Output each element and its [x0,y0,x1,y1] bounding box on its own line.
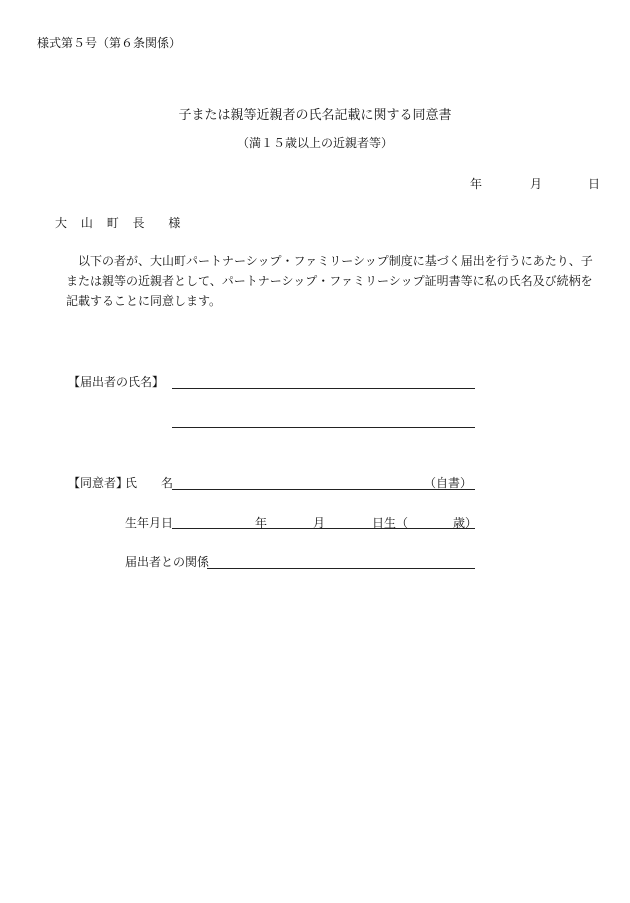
addressee [55,214,180,231]
document-subtitle: （満１５歳以上の近親者等） [236,136,393,150]
addressee-honorific: 様 [168,216,181,230]
applicant-name-label: 【届出者の氏名】 [68,375,165,389]
birth-month-label: 月 [313,516,326,530]
date-day-label: 日 [588,177,601,191]
document-title: 子または親等近親者の氏名記載に関する同意書 [178,108,452,123]
consent-statement: 以下の者が、大山町パートナーシップ・ファミリーシップ制度に基づく届出を行うにあたり、子または親等の近親者として、パートナーシップ・ファミリーシップ証明書等に私の氏名及び続柄を記載することに同意します。 [66,254,593,308]
age-label: 歳） [453,516,478,530]
self-written-note: （自書） [424,476,473,490]
addressee-char: 山 [80,216,93,230]
addressee-char: 長 [132,216,145,230]
applicant-name-field-2[interactable] [172,427,475,428]
relationship-field[interactable] [207,568,475,569]
form-number: 様式第５号（第６条関係） [37,36,182,50]
date-month-label: 月 [530,177,543,191]
relationship-label: 届出者との関係 [125,555,210,569]
applicant-name-field-1[interactable] [172,388,475,389]
birth-year-label: 年 [255,516,268,530]
addressee-char: 大 [55,216,68,230]
date-year-label: 年 [470,177,483,191]
consenter-label: 【同意者】 [68,476,129,490]
consenter-name-label: 氏 名 [125,476,174,490]
birth-date-label: 生年月日 [125,516,174,530]
birth-day-label: 日生（ [372,516,409,530]
addressee-char: 町 [106,216,119,230]
